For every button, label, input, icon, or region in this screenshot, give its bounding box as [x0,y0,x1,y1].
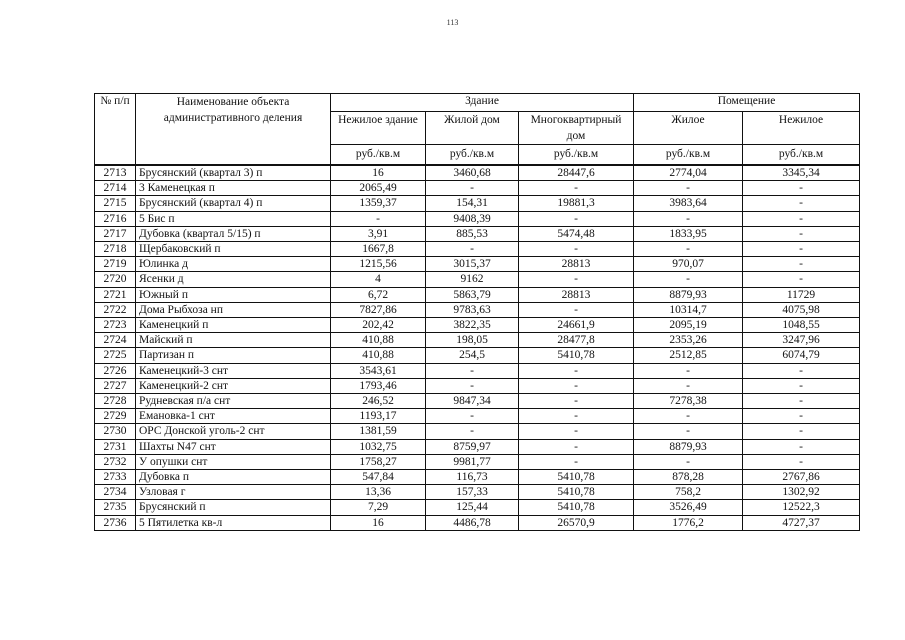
object-name: 5 Бис п [136,211,331,226]
row-number: 2716 [95,211,136,226]
value-cell: - [743,454,860,469]
value-cell: 5410,78 [519,485,634,500]
row-number: 2732 [95,454,136,469]
object-name: Ясенки д [136,272,331,287]
value-cell: 11729 [743,287,860,302]
value-cell: 198,05 [426,333,519,348]
value-cell: - [634,454,743,469]
unit-label: руб./кв.м [426,145,519,166]
table-row [95,211,860,226]
table-row [95,454,860,469]
value-cell: - [426,181,519,196]
value-cell: - [634,409,743,424]
value-cell: 16 [331,515,426,530]
value-cell: 7,29 [331,500,426,515]
object-name: 5 Пятилетка кв-л [136,515,331,530]
row-number: 2726 [95,363,136,378]
value-cell: 1667,8 [331,242,426,257]
object-name: Дубовка п [136,470,331,485]
value-cell: 13,36 [331,485,426,500]
value-cell: - [519,242,634,257]
value-cell: - [519,363,634,378]
value-cell: 970,07 [634,257,743,272]
value-cell: - [743,378,860,393]
value-cell: - [426,242,519,257]
value-cell: 410,88 [331,333,426,348]
object-name: Емановка-1 снт [136,409,331,424]
value-cell: 8879,93 [634,439,743,454]
header-col-house: Жилой дом [426,112,519,145]
value-cell: 28813 [519,287,634,302]
unit-label: руб./кв.м [743,145,860,166]
value-cell: 16 [331,165,426,181]
value-cell: 24661,9 [519,318,634,333]
unit-label: руб./кв.м [331,145,426,166]
page-number: 113 [446,18,459,27]
object-name: У опушки снт [136,454,331,469]
value-cell: 3015,37 [426,257,519,272]
value-cell: 3983,64 [634,196,743,211]
value-cell: 6,72 [331,287,426,302]
value-cell: - [743,196,860,211]
value-cell: 4075,98 [743,302,860,317]
value-cell: 5410,78 [519,500,634,515]
row-number: 2725 [95,348,136,363]
table-row [95,485,860,500]
value-cell: 8879,93 [634,287,743,302]
value-cell: 3247,96 [743,333,860,348]
value-cell: 3822,35 [426,318,519,333]
object-name: Каменецкий п [136,318,331,333]
value-cell: - [743,394,860,409]
row-number: 2715 [95,196,136,211]
table-header [95,94,860,166]
value-cell: 7278,38 [634,394,743,409]
value-cell: - [743,424,860,439]
value-cell: - [519,409,634,424]
row-number: 2730 [95,424,136,439]
table-row [95,394,860,409]
value-cell: 4486,78 [426,515,519,530]
value-cell: - [634,272,743,287]
value-cell: 12522,3 [743,500,860,515]
value-cell: 1302,92 [743,485,860,500]
object-name: Партизан п [136,348,331,363]
row-number: 2719 [95,257,136,272]
value-cell: 3543,61 [331,363,426,378]
value-cell: 885,53 [426,226,519,241]
header-col-residential: Жилое [634,112,743,145]
table-row [95,287,860,302]
value-cell: - [634,242,743,257]
value-cell: 410,88 [331,348,426,363]
table-row [95,470,860,485]
object-name: Брусянский (квартал 4) п [136,196,331,211]
value-cell: - [519,272,634,287]
value-cell: - [743,439,860,454]
table-row [95,302,860,317]
row-number: 2720 [95,272,136,287]
object-name: Дома Рыбхоза нп [136,302,331,317]
table-row [95,333,860,348]
value-cell: 26570,9 [519,515,634,530]
value-cell: - [426,424,519,439]
table-row [95,363,860,378]
row-number: 2724 [95,333,136,348]
row-number: 2723 [95,318,136,333]
value-cell: 246,52 [331,394,426,409]
value-cell: - [519,424,634,439]
table-body [95,165,860,530]
unit-label: руб./кв.м [634,145,743,166]
table-row [95,242,860,257]
row-number: 2721 [95,287,136,302]
value-cell: 8759,97 [426,439,519,454]
value-cell: 878,28 [634,470,743,485]
header-col-nonresidential: Нежилое [743,112,860,145]
value-cell: - [634,363,743,378]
object-name: Узловая г [136,485,331,500]
value-cell: 5863,79 [426,287,519,302]
value-cell: - [519,181,634,196]
value-cell: 28447,6 [519,165,634,181]
header-premises: Помещение [634,94,860,112]
value-cell: - [743,226,860,241]
value-cell: - [634,211,743,226]
value-cell: 2767,86 [743,470,860,485]
value-cell: 2095,19 [634,318,743,333]
value-cell: 2065,49 [331,181,426,196]
table-row [95,165,860,181]
row-number: 2718 [95,242,136,257]
value-cell: - [634,424,743,439]
header-col-apartment-house: Многоквартирный дом [519,112,634,145]
value-cell: 3526,49 [634,500,743,515]
table-row [95,196,860,211]
object-name: Юлинка д [136,257,331,272]
value-cell: 2512,85 [634,348,743,363]
table-row [95,409,860,424]
row-number: 2728 [95,394,136,409]
value-cell: - [743,272,860,287]
unit-label: руб./кв.м [519,145,634,166]
value-cell: - [743,409,860,424]
object-name: Дубовка (квартал 5/15) п [136,226,331,241]
value-cell: 3345,34 [743,165,860,181]
value-cell: - [743,211,860,226]
value-cell: - [519,378,634,393]
value-cell: 9981,77 [426,454,519,469]
value-cell: 547,84 [331,470,426,485]
value-cell: - [519,211,634,226]
value-cell: - [634,181,743,196]
object-name: Брусянский (квартал 3) п [136,165,331,181]
value-cell: 3460,68 [426,165,519,181]
header-building: Здание [331,94,634,112]
value-cell: 10314,7 [634,302,743,317]
table-row [95,181,860,196]
value-cell: 254,5 [426,348,519,363]
table-row [95,318,860,333]
value-cell: 5410,78 [519,470,634,485]
value-cell: 1381,59 [331,424,426,439]
value-cell: 5474,48 [519,226,634,241]
object-name: ОРС Донской уголь-2 снт [136,424,331,439]
value-cell: 1048,55 [743,318,860,333]
value-cell: 1833,95 [634,226,743,241]
value-cell: 19881,3 [519,196,634,211]
row-number: 2717 [95,226,136,241]
value-cell: 9847,34 [426,394,519,409]
value-cell: 1193,17 [331,409,426,424]
row-number: 2713 [95,165,136,181]
value-cell: 1793,46 [331,378,426,393]
table-row [95,424,860,439]
value-cell: 116,73 [426,470,519,485]
value-cell: 9783,63 [426,302,519,317]
value-cell: 28477,8 [519,333,634,348]
table-row [95,500,860,515]
value-cell: 154,31 [426,196,519,211]
object-name: Южный п [136,287,331,302]
row-number: 2736 [95,515,136,530]
value-cell: 6074,79 [743,348,860,363]
value-cell: 758,2 [634,485,743,500]
value-cell: 2353,26 [634,333,743,348]
header-col-nonres-building: Нежилое здание [331,112,426,145]
value-cell: 157,33 [426,485,519,500]
value-cell: 1359,37 [331,196,426,211]
value-cell: - [743,257,860,272]
value-cell: 9408,39 [426,211,519,226]
value-cell: - [426,378,519,393]
value-cell: - [519,302,634,317]
header-name: Наименование объекта административного деления [136,94,331,166]
value-cell: 202,42 [331,318,426,333]
row-number: 2734 [95,485,136,500]
table-row [95,515,860,530]
value-cell: - [634,378,743,393]
value-cell: - [743,363,860,378]
value-cell: - [743,181,860,196]
value-cell: - [519,439,634,454]
object-name: Брусянский п [136,500,331,515]
object-name: Майский п [136,333,331,348]
table-row [95,378,860,393]
value-cell: 5410,78 [519,348,634,363]
row-number: 2727 [95,378,136,393]
value-cell: - [426,363,519,378]
row-number: 2722 [95,302,136,317]
object-name: Каменецкий-2 снт [136,378,331,393]
object-name: Шахты N47 снт [136,439,331,454]
table-row [95,257,860,272]
value-cell: 1215,56 [331,257,426,272]
row-number: 2714 [95,181,136,196]
value-cell: 1776,2 [634,515,743,530]
value-cell: 4727,37 [743,515,860,530]
value-cell: 2774,04 [634,165,743,181]
value-cell: 7827,86 [331,302,426,317]
value-cell: 1758,27 [331,454,426,469]
header-num: № п/п [95,94,136,166]
value-cell: - [331,211,426,226]
value-cell: 1032,75 [331,439,426,454]
object-name: Каменецкий-3 снт [136,363,331,378]
row-number: 2735 [95,500,136,515]
object-name: 3 Каменецкая п [136,181,331,196]
object-name: Рудневская п/а снт [136,394,331,409]
data-table [94,93,860,531]
table-row [95,226,860,241]
value-cell: - [743,242,860,257]
table-row [95,348,860,363]
value-cell: 9162 [426,272,519,287]
value-cell: 4 [331,272,426,287]
object-name: Щербаковский п [136,242,331,257]
value-cell: - [426,409,519,424]
value-cell: 28813 [519,257,634,272]
row-number: 2733 [95,470,136,485]
value-cell: 3,91 [331,226,426,241]
row-number: 2731 [95,439,136,454]
value-cell: - [519,394,634,409]
row-number: 2729 [95,409,136,424]
table-row [95,272,860,287]
value-cell: - [519,454,634,469]
value-cell: 125,44 [426,500,519,515]
table-row [95,439,860,454]
